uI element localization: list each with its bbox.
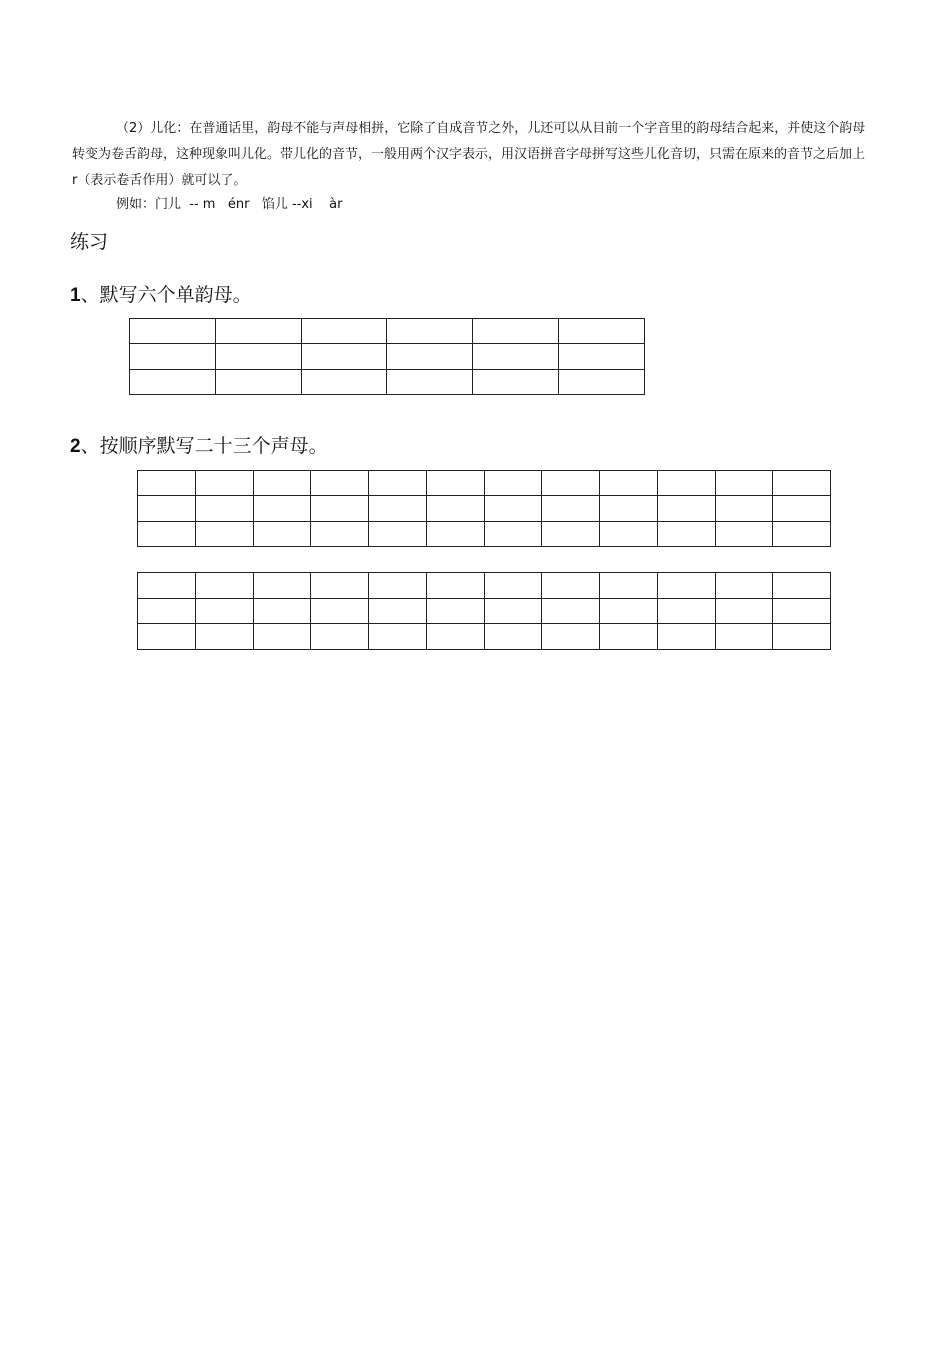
answer-cell[interactable] <box>387 319 473 344</box>
answer-cell[interactable] <box>311 471 369 496</box>
answer-cell[interactable] <box>301 369 387 394</box>
answer-cell[interactable] <box>311 496 369 521</box>
answer-cell[interactable] <box>387 369 473 394</box>
answer-cell[interactable] <box>715 624 773 650</box>
answer-cell[interactable] <box>473 319 559 344</box>
answer-cell[interactable] <box>773 573 831 599</box>
answer-cell[interactable] <box>542 471 600 496</box>
exercise-1-number: 1 <box>70 285 81 306</box>
answer-cell[interactable] <box>542 573 600 599</box>
answer-cell[interactable] <box>311 624 369 650</box>
answer-cell[interactable] <box>484 598 542 624</box>
answer-cell[interactable] <box>311 598 369 624</box>
answer-cell[interactable] <box>426 471 484 496</box>
answer-cell[interactable] <box>715 496 773 521</box>
grid-row <box>138 598 831 624</box>
answer-cell[interactable] <box>195 624 253 650</box>
answer-cell[interactable] <box>657 624 715 650</box>
answer-cell[interactable] <box>484 573 542 599</box>
answer-cell[interactable] <box>253 573 311 599</box>
answer-cell[interactable] <box>773 624 831 650</box>
answer-cell[interactable] <box>484 521 542 546</box>
exercise-2-text: 、按顺序默写二十三个声母。 <box>80 435 328 457</box>
answer-cell[interactable] <box>600 573 658 599</box>
answer-cell[interactable] <box>559 369 645 394</box>
answer-cell[interactable] <box>215 344 301 369</box>
answer-cell[interactable] <box>542 496 600 521</box>
answer-cell[interactable] <box>138 496 196 521</box>
answer-cell[interactable] <box>369 624 427 650</box>
answer-cell[interactable] <box>311 573 369 599</box>
exercise-2-number: 2 <box>70 436 81 457</box>
answer-cell[interactable] <box>426 598 484 624</box>
erhua-paragraph <box>72 116 892 194</box>
answer-cell[interactable] <box>426 521 484 546</box>
exercise-1-text: 、默写六个单韵母。 <box>80 284 252 306</box>
answer-cell[interactable] <box>426 624 484 650</box>
answer-cell[interactable] <box>387 344 473 369</box>
exercise-1-answer-grid <box>129 318 645 395</box>
answer-cell[interactable] <box>559 344 645 369</box>
answer-cell[interactable] <box>600 521 658 546</box>
grid-row <box>130 369 645 394</box>
answer-cell[interactable] <box>657 598 715 624</box>
answer-cell[interactable] <box>195 496 253 521</box>
answer-cell[interactable] <box>484 624 542 650</box>
answer-cell[interactable] <box>138 598 196 624</box>
answer-cell[interactable] <box>542 598 600 624</box>
answer-cell[interactable] <box>369 573 427 599</box>
grid-row <box>130 319 645 344</box>
answer-cell[interactable] <box>484 496 542 521</box>
erhua-paragraph-text: （2）儿化：在普通话里，韵母不能与声母相拼，它除了自成音节之外，儿还可以从目前一个字音里的韵母结合起来，并使这个韵母转变为卷舌韵母，这种现象叫儿化。带儿化的音节，一般用两个汉字表示，用汉语拼音字母拼写这些儿化音切，只需在原来的音节之后加上 r（表示卷舌作用）就可以了。 <box>72 121 892 188</box>
grid-row <box>138 496 831 521</box>
answer-cell[interactable] <box>369 496 427 521</box>
answer-cell[interactable] <box>130 344 216 369</box>
answer-cell[interactable] <box>311 521 369 546</box>
answer-cell[interactable] <box>773 496 831 521</box>
answer-cell[interactable] <box>715 573 773 599</box>
answer-cell[interactable] <box>369 471 427 496</box>
answer-cell[interactable] <box>253 624 311 650</box>
answer-cell[interactable] <box>657 521 715 546</box>
answer-cell[interactable] <box>138 624 196 650</box>
answer-cell[interactable] <box>715 598 773 624</box>
answer-cell[interactable] <box>369 598 427 624</box>
answer-cell[interactable] <box>600 496 658 521</box>
answer-cell[interactable] <box>600 471 658 496</box>
answer-cell[interactable] <box>130 369 216 394</box>
answer-cell[interactable] <box>715 521 773 546</box>
grid-row <box>138 573 831 599</box>
answer-cell[interactable] <box>600 598 658 624</box>
answer-cell[interactable] <box>195 521 253 546</box>
answer-cell[interactable] <box>253 471 311 496</box>
grid-row <box>130 344 645 369</box>
answer-cell[interactable] <box>426 573 484 599</box>
exercise-2-answer-grid-lower <box>137 572 831 650</box>
answer-cell[interactable] <box>426 496 484 521</box>
answer-cell[interactable] <box>542 521 600 546</box>
answer-cell[interactable] <box>542 624 600 650</box>
answer-cell[interactable] <box>484 471 542 496</box>
answer-cell[interactable] <box>657 573 715 599</box>
answer-cell[interactable] <box>715 471 773 496</box>
answer-cell[interactable] <box>473 344 559 369</box>
answer-cell[interactable] <box>773 521 831 546</box>
answer-cell[interactable] <box>253 496 311 521</box>
answer-cell[interactable] <box>215 369 301 394</box>
answer-cell[interactable] <box>138 573 196 599</box>
exercise-2-answer-grid-upper <box>137 470 831 547</box>
answer-cell[interactable] <box>195 471 253 496</box>
answer-cell[interactable] <box>195 573 253 599</box>
answer-cell[interactable] <box>253 598 311 624</box>
answer-cell[interactable] <box>301 319 387 344</box>
answer-cell[interactable] <box>473 369 559 394</box>
exercise-1-title <box>70 282 252 309</box>
answer-cell[interactable] <box>369 521 427 546</box>
answer-cell[interactable] <box>773 471 831 496</box>
answer-cell[interactable] <box>138 521 196 546</box>
answer-cell[interactable] <box>600 624 658 650</box>
section-title: 练习 <box>70 231 109 253</box>
answer-cell[interactable] <box>773 598 831 624</box>
answer-cell[interactable] <box>657 471 715 496</box>
exercise-2-title <box>70 433 328 460</box>
answer-cell[interactable] <box>215 319 301 344</box>
answer-cell[interactable] <box>253 521 311 546</box>
answer-cell[interactable] <box>138 471 196 496</box>
answer-cell[interactable] <box>130 319 216 344</box>
erhua-example: 例如：门儿 -- m énr 馅儿 --xi àr <box>116 197 343 212</box>
answer-cell[interactable] <box>657 496 715 521</box>
answer-cell[interactable] <box>195 598 253 624</box>
answer-cell[interactable] <box>559 319 645 344</box>
grid-row <box>138 471 831 496</box>
grid-row <box>138 624 831 650</box>
answer-cell[interactable] <box>301 344 387 369</box>
grid-row <box>138 521 831 546</box>
